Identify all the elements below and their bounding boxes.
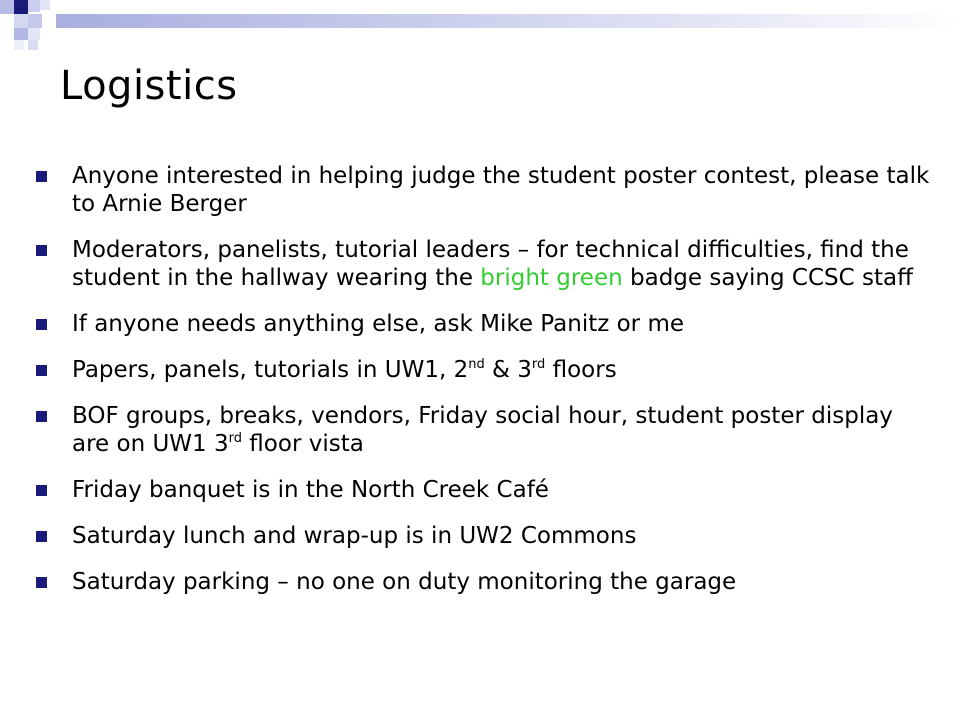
bullet-text: Saturday lunch and wrap-up is in UW2 Commons [72,523,637,549]
bullet-text: If anyone needs anything else, ask Mike Panitz or me [72,311,685,337]
decor-square [28,28,40,40]
highlight-text: bright green [480,265,623,291]
bullet-text: Saturday parking – no one on duty monitoring the garage [72,569,737,595]
square-bullet-icon [36,411,47,422]
decor-square [28,40,38,50]
list-item [36,310,936,338]
list-item [36,476,936,504]
square-bullet-icon [36,245,47,256]
ordinal-suffix: rd [531,357,546,372]
slide-title: Logistics [60,63,238,109]
bullet-text: floors [545,357,617,383]
decor-square [40,0,50,10]
list-item [36,522,936,550]
list-item [36,356,936,384]
bullet-list [36,162,936,614]
square-bullet-icon [36,171,47,182]
square-bullet-icon [36,577,47,588]
bullet-text: Papers, panels, tutorials in UW1, 2 [72,357,469,383]
square-bullet-icon [36,365,47,376]
square-bullet-icon [36,531,47,542]
list-item [36,162,936,218]
decor-square [14,28,28,40]
decor-square [28,14,42,28]
bullet-text: floor vista [242,431,364,457]
decor-square [14,0,28,14]
bullet-text: Moderators, panelists, tutorial leaders – for technical difficulties, find the student in the hallway wearing the [72,237,909,291]
list-item [36,236,936,292]
bullet-text: & 3 [484,357,532,383]
bullet-text: BOF groups, breaks, vendors, Friday social hour, student poster display are on UW1 3 [72,403,893,457]
list-item [36,568,936,596]
decor-square [28,0,40,12]
decor-square [14,14,28,28]
square-bullet-icon [36,485,47,496]
bullet-text: Anyone interested in helping judge the student poster contest, please talk to Arnie Berger [72,163,930,217]
bullet-text: Friday banquet is in the North Creek Café [72,477,549,503]
header-gradient-bar [56,14,960,28]
ordinal-suffix: nd [468,357,485,372]
decor-square [0,0,14,14]
decor-square [14,40,24,50]
list-item [36,402,936,458]
bullet-text: badge saying CCSC staff [622,265,913,291]
square-bullet-icon [36,319,47,330]
ordinal-suffix: rd [228,431,242,446]
